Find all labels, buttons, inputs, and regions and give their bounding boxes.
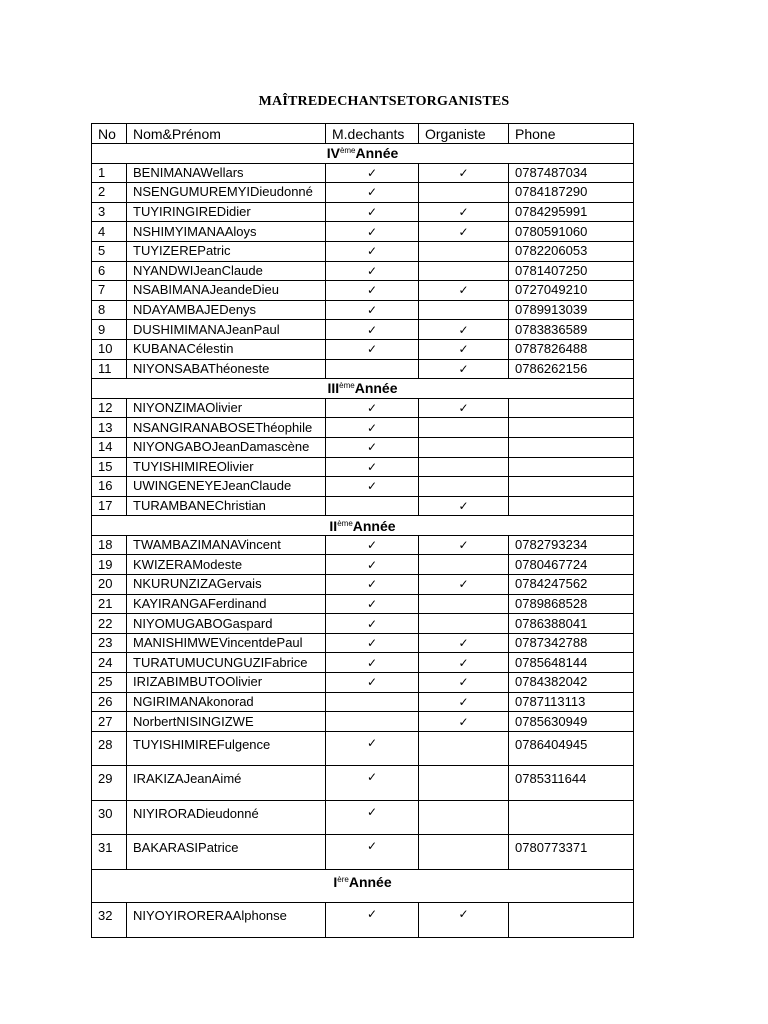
organist-cell (419, 673, 509, 693)
table-row (92, 222, 634, 242)
checkmark-icon: ✓ (366, 804, 378, 819)
checkmark-icon: ✓ (366, 479, 378, 494)
table-row (92, 281, 634, 301)
cantor-cell (326, 261, 419, 281)
cantor-cell (326, 202, 419, 222)
row-number: 10 (92, 339, 127, 359)
section-heading (92, 516, 634, 536)
phone-number: 0785630949 (509, 712, 634, 732)
organist-cell (419, 555, 509, 575)
cantor-cell (326, 281, 419, 301)
row-number: 32 (92, 903, 127, 938)
section-ordinal: ème (339, 381, 355, 391)
phone-number: 0780467724 (509, 555, 634, 575)
section-word: Année (352, 517, 396, 534)
cantor-cell (326, 653, 419, 673)
organist-cell (419, 633, 509, 653)
row-number: 3 (92, 202, 127, 222)
checkmark-icon: ✓ (458, 636, 469, 651)
checkmark-icon: ✓ (366, 735, 378, 750)
member-name: NSHIMYIMANAAloys (127, 222, 326, 242)
table-row (92, 418, 634, 438)
table-row (92, 320, 634, 340)
member-name: IRIZABIMBUTOOlivier (127, 673, 326, 693)
table-row (92, 712, 634, 732)
cantor-cell (326, 359, 419, 379)
checkmark-icon: ✓ (366, 636, 378, 651)
phone-number: 0787113113 (509, 692, 634, 712)
row-number: 23 (92, 633, 127, 653)
organist-cell (419, 692, 509, 712)
table-row (92, 614, 634, 634)
phone-number: 0786388041 (509, 614, 634, 634)
table-row (92, 535, 634, 555)
row-number: 14 (92, 437, 127, 457)
table-row (92, 457, 634, 477)
section-roman: III (327, 380, 340, 397)
checkmark-icon: ✓ (366, 401, 378, 416)
checkmark-icon: ✓ (458, 361, 469, 376)
cantor-cell (326, 903, 419, 938)
cantor-cell (326, 398, 419, 418)
cantor-cell (326, 555, 419, 575)
member-name: TURATUMUCUNGUZIFabrice (127, 653, 326, 673)
table-row (92, 183, 634, 203)
table-row (92, 731, 634, 766)
phone-number: 0785648144 (509, 653, 634, 673)
section-heading (92, 144, 634, 164)
table-row (92, 398, 634, 418)
row-number: 26 (92, 692, 127, 712)
phone-number: 0787487034 (509, 163, 634, 183)
phone-number: 0784295991 (509, 202, 634, 222)
cantor-cell (326, 320, 419, 340)
cantor-cell (326, 496, 419, 516)
member-name: NorbertNISINGIZWE (127, 712, 326, 732)
member-name: TWAMBAZIMANAVincent (127, 535, 326, 555)
checkmark-icon: ✓ (366, 907, 378, 922)
cantor-cell (326, 731, 419, 766)
checkmark-icon: ✓ (366, 839, 378, 854)
row-number: 20 (92, 575, 127, 595)
section-roman: II (329, 517, 338, 534)
checkmark-icon: ✓ (366, 303, 378, 318)
cantor-cell (326, 614, 419, 634)
phone-number: 0786404945 (509, 731, 634, 766)
section-row (92, 144, 634, 164)
cantor-cell (326, 163, 419, 183)
phone-number (509, 418, 634, 438)
organist-cell (419, 418, 509, 438)
row-number: 2 (92, 183, 127, 203)
member-name: IRAKIZAJeanAimé (127, 766, 326, 801)
member-name: TUYISHIMIREOlivier (127, 457, 326, 477)
organist-cell (419, 359, 509, 379)
member-name: NIYONZIMAOlivier (127, 398, 326, 418)
phone-number: 0783836589 (509, 320, 634, 340)
organist-cell (419, 261, 509, 281)
section-roman: IV (326, 145, 340, 162)
checkmark-icon: ✓ (458, 342, 469, 357)
section-word: Année (348, 873, 392, 890)
row-number: 30 (92, 800, 127, 835)
phone-number (509, 477, 634, 497)
member-name: DUSHIMIMANAJeanPaul (127, 320, 326, 340)
row-number: 21 (92, 594, 127, 614)
section-row (92, 869, 634, 903)
phone-number: 0782206053 (509, 241, 634, 261)
member-name: KWIZERAModeste (127, 555, 326, 575)
phone-number: 0784382042 (509, 673, 634, 693)
table-row (92, 496, 634, 516)
phone-number: 0787826488 (509, 339, 634, 359)
table-row (92, 437, 634, 457)
member-name: TUYISHIMIREFulgence (127, 731, 326, 766)
checkmark-icon: ✓ (458, 224, 469, 239)
table-row (92, 163, 634, 183)
member-name: MANISHIMWEVincentdePaul (127, 633, 326, 653)
organist-cell (419, 300, 509, 320)
section-roman: I (333, 873, 338, 890)
phone-number (509, 457, 634, 477)
organist-cell (419, 712, 509, 732)
checkmark-icon: ✓ (458, 577, 469, 592)
member-name: NGIRIMANAkonorad (127, 692, 326, 712)
table-row (92, 633, 634, 653)
checkmark-icon: ✓ (366, 165, 378, 180)
member-name: NIYOMUGABOGaspard (127, 614, 326, 634)
row-number: 9 (92, 320, 127, 340)
checkmark-icon: ✓ (366, 244, 378, 259)
organist-cell (419, 241, 509, 261)
phone-number: 0780591060 (509, 222, 634, 242)
phone-number (509, 496, 634, 516)
organist-cell (419, 457, 509, 477)
section-word: Année (355, 145, 399, 162)
row-number: 16 (92, 477, 127, 497)
cantor-cell (326, 835, 419, 870)
cantor-cell (326, 418, 419, 438)
organist-cell (419, 222, 509, 242)
phone-number: 0727049210 (509, 281, 634, 301)
organist-cell (419, 496, 509, 516)
checkmark-icon: ✓ (366, 224, 378, 239)
checkmark-icon: ✓ (366, 283, 378, 298)
checkmark-icon: ✓ (458, 675, 469, 690)
cantor-cell (326, 457, 419, 477)
checkmark-icon: ✓ (458, 694, 469, 709)
cantor-cell (326, 633, 419, 653)
cantor-cell (326, 575, 419, 595)
member-name: NSENGUMUREMYIDieudonné (127, 183, 326, 203)
table-row (92, 359, 634, 379)
section-row (92, 516, 634, 536)
table-row (92, 202, 634, 222)
member-name: NSANGIRANABOSEThéophile (127, 418, 326, 438)
phone-number: 0789913039 (509, 300, 634, 320)
checkmark-icon: ✓ (458, 165, 469, 180)
section-ordinal: ère (337, 874, 349, 884)
checkmark-icon: ✓ (366, 596, 378, 611)
col-header-no: No (92, 124, 127, 144)
section-ordinal: ème (337, 518, 353, 528)
organist-cell (419, 437, 509, 457)
phone-number: 0787342788 (509, 633, 634, 653)
checkmark-icon: ✓ (366, 205, 378, 220)
table-row (92, 261, 634, 281)
row-number: 22 (92, 614, 127, 634)
row-number: 25 (92, 673, 127, 693)
organist-cell (419, 339, 509, 359)
row-number: 6 (92, 261, 127, 281)
member-name: NYANDWIJeanClaude (127, 261, 326, 281)
row-number: 12 (92, 398, 127, 418)
header-row (92, 124, 634, 144)
table-row (92, 555, 634, 575)
table-row (92, 241, 634, 261)
table-row (92, 575, 634, 595)
section-word: Année (354, 380, 398, 397)
table-row (92, 339, 634, 359)
phone-number (509, 800, 634, 835)
member-name: NIYONSABAThéoneste (127, 359, 326, 379)
phone-number: 0784247562 (509, 575, 634, 595)
cantor-cell (326, 535, 419, 555)
checkmark-icon: ✓ (366, 538, 378, 553)
checkmark-icon: ✓ (366, 577, 378, 592)
member-name: NIYONGABOJeanDamascène (127, 437, 326, 457)
organist-cell (419, 594, 509, 614)
cantor-cell (326, 766, 419, 801)
member-name: TUYIZEREPatric (127, 241, 326, 261)
organist-cell (419, 202, 509, 222)
checkmark-icon: ✓ (366, 557, 378, 572)
row-number: 5 (92, 241, 127, 261)
table-row (92, 766, 634, 801)
row-number: 13 (92, 418, 127, 438)
organist-cell (419, 183, 509, 203)
phone-number: 0789868528 (509, 594, 634, 614)
checkmark-icon: ✓ (366, 342, 378, 357)
phone-number: 0782793234 (509, 535, 634, 555)
cantor-cell (326, 800, 419, 835)
checkmark-icon: ✓ (366, 616, 378, 631)
row-number: 4 (92, 222, 127, 242)
organist-cell (419, 614, 509, 634)
section-heading (92, 379, 634, 399)
phone-number: 0784187290 (509, 183, 634, 203)
organist-cell (419, 535, 509, 555)
organist-cell (419, 575, 509, 595)
organist-cell (419, 477, 509, 497)
table-row (92, 300, 634, 320)
member-name: TURAMBANEChristian (127, 496, 326, 516)
table-row (92, 653, 634, 673)
checkmark-icon: ✓ (366, 185, 378, 200)
cantor-cell (326, 241, 419, 261)
member-name: NDAYAMBAJEDenys (127, 300, 326, 320)
document-title: MAÎTREDECHANTSETORGANISTES (258, 94, 510, 109)
checkmark-icon: ✓ (458, 283, 469, 298)
cantor-cell (326, 594, 419, 614)
table-row (92, 835, 634, 870)
table-row (92, 594, 634, 614)
section-row (92, 379, 634, 399)
checkmark-icon: ✓ (458, 205, 469, 220)
row-number: 7 (92, 281, 127, 301)
checkmark-icon: ✓ (366, 420, 378, 435)
member-name: UWINGENEYEJeanClaude (127, 477, 326, 497)
row-number: 29 (92, 766, 127, 801)
checkmark-icon: ✓ (366, 322, 378, 337)
cantor-cell (326, 437, 419, 457)
checkmark-icon: ✓ (366, 459, 378, 474)
member-name: KUBANACélestin (127, 339, 326, 359)
member-name: KAYIRANGAFerdinand (127, 594, 326, 614)
phone-number (509, 398, 634, 418)
table-row (92, 477, 634, 497)
phone-number: 0780773371 (509, 835, 634, 870)
table-row (92, 800, 634, 835)
section-ordinal: ème (339, 146, 356, 156)
organist-cell (419, 163, 509, 183)
cantor-cell (326, 183, 419, 203)
member-name: NIYOYIRORERAAlphonse (127, 903, 326, 938)
table-row (92, 692, 634, 712)
cantor-cell (326, 339, 419, 359)
member-name: BAKARASIPatrice (127, 835, 326, 870)
table-row (92, 673, 634, 693)
col-header-organist: Organiste (419, 124, 509, 144)
cantor-cell (326, 673, 419, 693)
checkmark-icon: ✓ (458, 655, 469, 670)
organist-cell (419, 731, 509, 766)
row-number: 1 (92, 163, 127, 183)
cantor-cell (326, 712, 419, 732)
row-number: 19 (92, 555, 127, 575)
roster-body (92, 144, 634, 938)
row-number: 24 (92, 653, 127, 673)
cantor-cell (326, 300, 419, 320)
row-number: 28 (92, 731, 127, 766)
cantor-cell (326, 477, 419, 497)
member-name: NKURUNZIZAGervais (127, 575, 326, 595)
col-header-name: Nom&Prénom (127, 124, 326, 144)
checkmark-icon: ✓ (458, 538, 469, 553)
section-heading (92, 869, 634, 903)
col-header-cantor: M.dechants (326, 124, 419, 144)
member-name: BENIMANAWellars (127, 163, 326, 183)
phone-number (509, 903, 634, 938)
row-number: 18 (92, 535, 127, 555)
roster-table (91, 123, 634, 938)
checkmark-icon: ✓ (366, 655, 378, 670)
cantor-cell (326, 692, 419, 712)
organist-cell (419, 281, 509, 301)
checkmark-icon: ✓ (458, 714, 469, 729)
checkmark-icon: ✓ (366, 440, 378, 455)
checkmark-icon: ✓ (366, 770, 378, 785)
checkmark-icon: ✓ (366, 675, 378, 690)
row-number: 17 (92, 496, 127, 516)
organist-cell (419, 398, 509, 418)
member-name: NSABIMANAJeandeDieu (127, 281, 326, 301)
row-number: 27 (92, 712, 127, 732)
phone-number: 0781407250 (509, 261, 634, 281)
row-number: 15 (92, 457, 127, 477)
member-name: TUYIRINGIREDidier (127, 202, 326, 222)
phone-number (509, 437, 634, 457)
phone-number: 0786262156 (509, 359, 634, 379)
row-number: 31 (92, 835, 127, 870)
organist-cell (419, 766, 509, 801)
row-number: 8 (92, 300, 127, 320)
organist-cell (419, 800, 509, 835)
phone-number: 0785311644 (509, 766, 634, 801)
col-header-phone: Phone (509, 124, 634, 144)
organist-cell (419, 835, 509, 870)
checkmark-icon: ✓ (458, 907, 469, 922)
organist-cell (419, 653, 509, 673)
checkmark-icon: ✓ (366, 263, 378, 278)
organist-cell (419, 320, 509, 340)
organist-cell (419, 903, 509, 938)
table-row (92, 903, 634, 938)
cantor-cell (326, 222, 419, 242)
row-number: 11 (92, 359, 127, 379)
checkmark-icon: ✓ (458, 322, 469, 337)
member-name: NIYIRORADieudonné (127, 800, 326, 835)
checkmark-icon: ✓ (458, 498, 469, 513)
checkmark-icon: ✓ (458, 401, 469, 416)
